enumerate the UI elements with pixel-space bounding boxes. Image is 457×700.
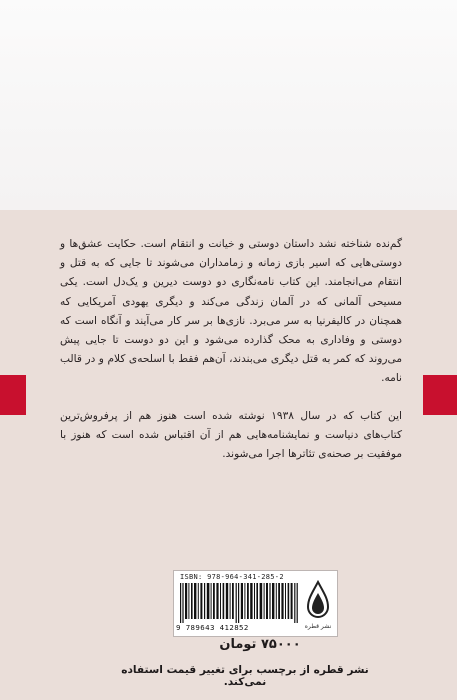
red-band-right	[423, 375, 457, 415]
isbn-label: ISBN: 978-964-341-285-2	[180, 573, 284, 581]
publisher-logo-icon	[303, 579, 333, 625]
blurb-paragraph-2: این کتاب که در سال ۱۹۳۸ نوشته شده است هنوز هم از پرفروش‌ترین کتاب‌های دنیاست و نمایشنامه‌هایی هم از آن اقتباس شده است که هنوز با موفقیت بر صحنه‌ی تئاترها اجرا می‌شوند.	[60, 409, 402, 461]
barcode-number: 9 789643 412852	[176, 623, 249, 632]
publisher-logo-label: نشر قطره	[304, 623, 332, 630]
top-blank-area	[0, 0, 457, 210]
price-label: ۷۵۰۰۰ تومان	[219, 637, 301, 652]
red-band-left	[0, 375, 26, 415]
barcode-panel	[173, 570, 338, 637]
blurb-paragraph-1: گم‌نده شناخته نشد داستان دوستی و خیانت و انتقام است. حکایت عشق‌ها و دوستی‌هایی که اسیر بازی زمانه و زمامداران می‌شوند تا جایی که به قتل و انتقام می‌انجامند. این کتاب نامه‌نگاری دو دوست دیرین و یک‌دل است. یکی مسیحی آلمانی که در آلمان زندگی می‌کند و دیگری یهودی آمریکایی که همچنان در کالیفرنیا به سر می‌برد. نازی‌ها بر سر کار می‌آیند و آنگاه است که دوستی و وفاداری به محک گذارده می‌شود و این دو دوست تا جایی پیش می‌روند که کمر به قتل دیگری می‌بندند، آن‌هم فقط با اسلحه‌ی کلام و در قالب نامه.	[60, 238, 402, 385]
blurb-text	[60, 235, 402, 482]
barcode-icon	[180, 583, 298, 623]
price-sticker-notice: نشر قطره از برچسب برای تغییر قیمت استفاده نمی‌کند.	[121, 664, 369, 688]
